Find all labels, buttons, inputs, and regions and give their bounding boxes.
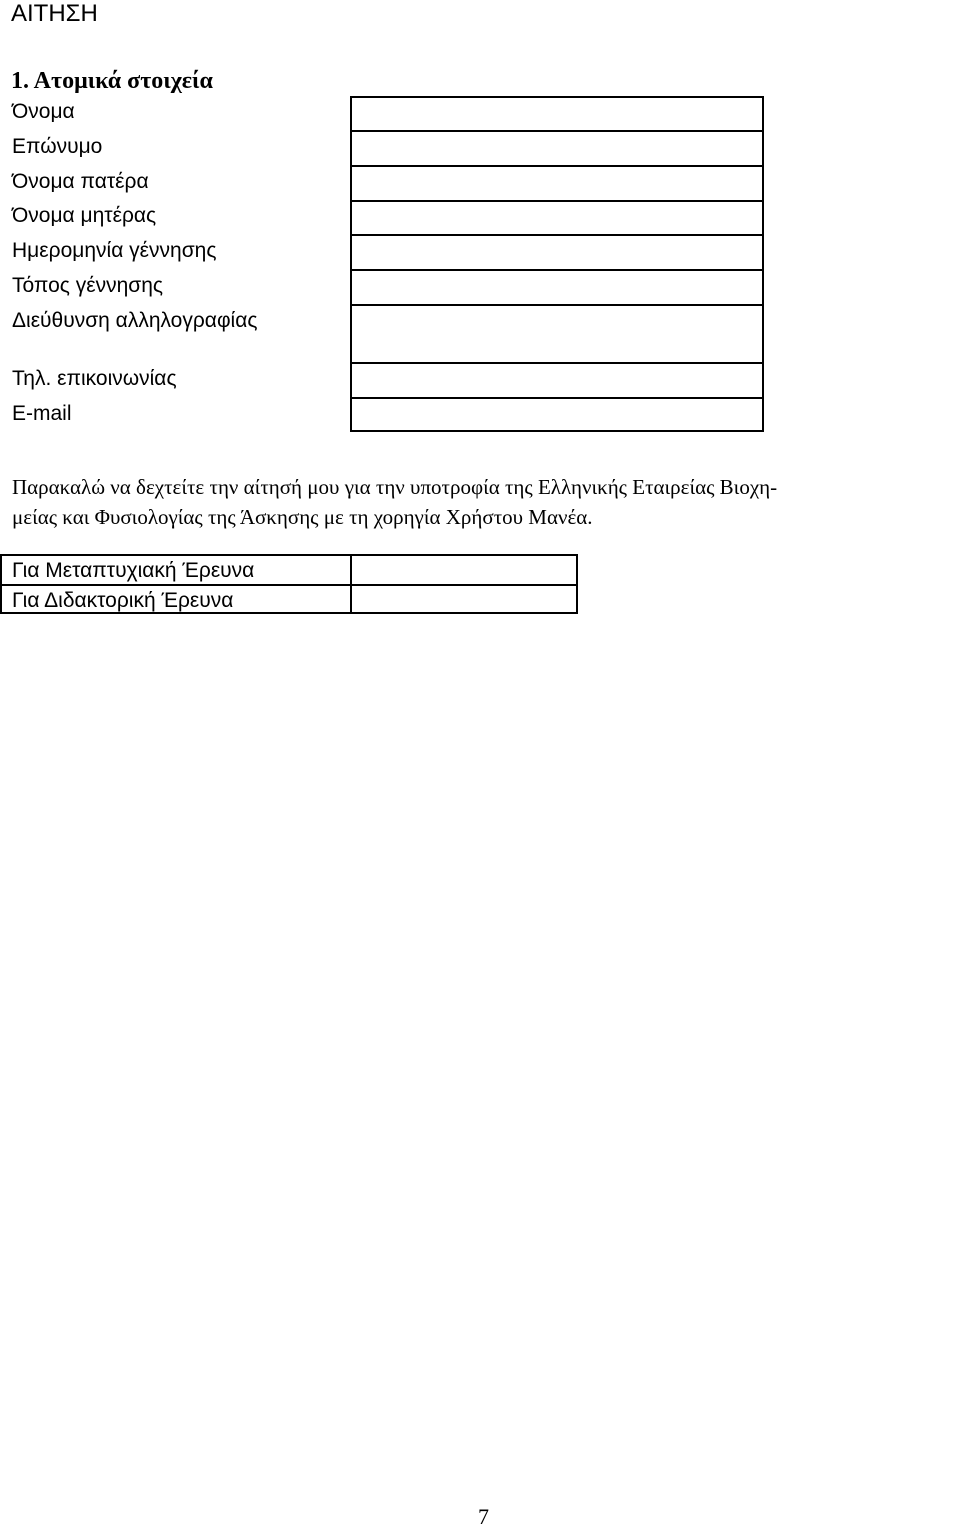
request-paragraph-line-1: Παρακαλώ να δεχτείτε την αίτησή μου για την υποτροφία της Ελληνικής Εταιρείας Βιοχη- [12, 475, 778, 499]
request-paragraph [12, 472, 952, 532]
section-heading-personal-details: 1. Ατομικά στοιχεία [11, 68, 213, 94]
page-number: 7 [478, 1504, 489, 1529]
field-label-birth-place: Τόπος γέννησης [12, 274, 164, 297]
field-label-mother-name: Όνομα μητέρας [12, 204, 157, 227]
table-row-divider [0, 584, 578, 586]
field-label-email: E-mail [12, 402, 72, 425]
table-row-divider [350, 397, 764, 399]
personal-details-table [350, 96, 764, 432]
table-row-divider [350, 130, 764, 132]
document-title: ΑΙΤΗΣΗ [11, 0, 98, 27]
table-row-divider [350, 362, 764, 364]
field-label-postal-address: Διεύθυνση αλληλογραφίας [12, 309, 258, 332]
table-row-divider [350, 269, 764, 271]
field-label-phone: Τηλ. επικοινωνίας [12, 367, 177, 390]
table-column-divider [350, 554, 352, 614]
field-label-father-name: Όνομα πατέρα [12, 170, 149, 193]
table-row-divider [350, 304, 764, 306]
research-option-masters: Για Μεταπτυχιακή Έρευνα [12, 559, 255, 582]
field-label-last-name: Επώνυμο [12, 135, 103, 158]
table-row-divider [350, 165, 764, 167]
table-row-divider [350, 200, 764, 202]
table-row-divider [350, 234, 764, 236]
request-paragraph-line-2: μείας και Φυσιολογίας της Άσκησης με τη χορηγία Χρήστου Μανέα. [12, 505, 593, 529]
field-label-birth-date: Ημερομηνία γέννησης [12, 239, 217, 262]
research-option-doctoral: Για Διδακτορική Έρευνα [12, 589, 234, 612]
field-label-first-name: Όνομα [12, 100, 75, 123]
